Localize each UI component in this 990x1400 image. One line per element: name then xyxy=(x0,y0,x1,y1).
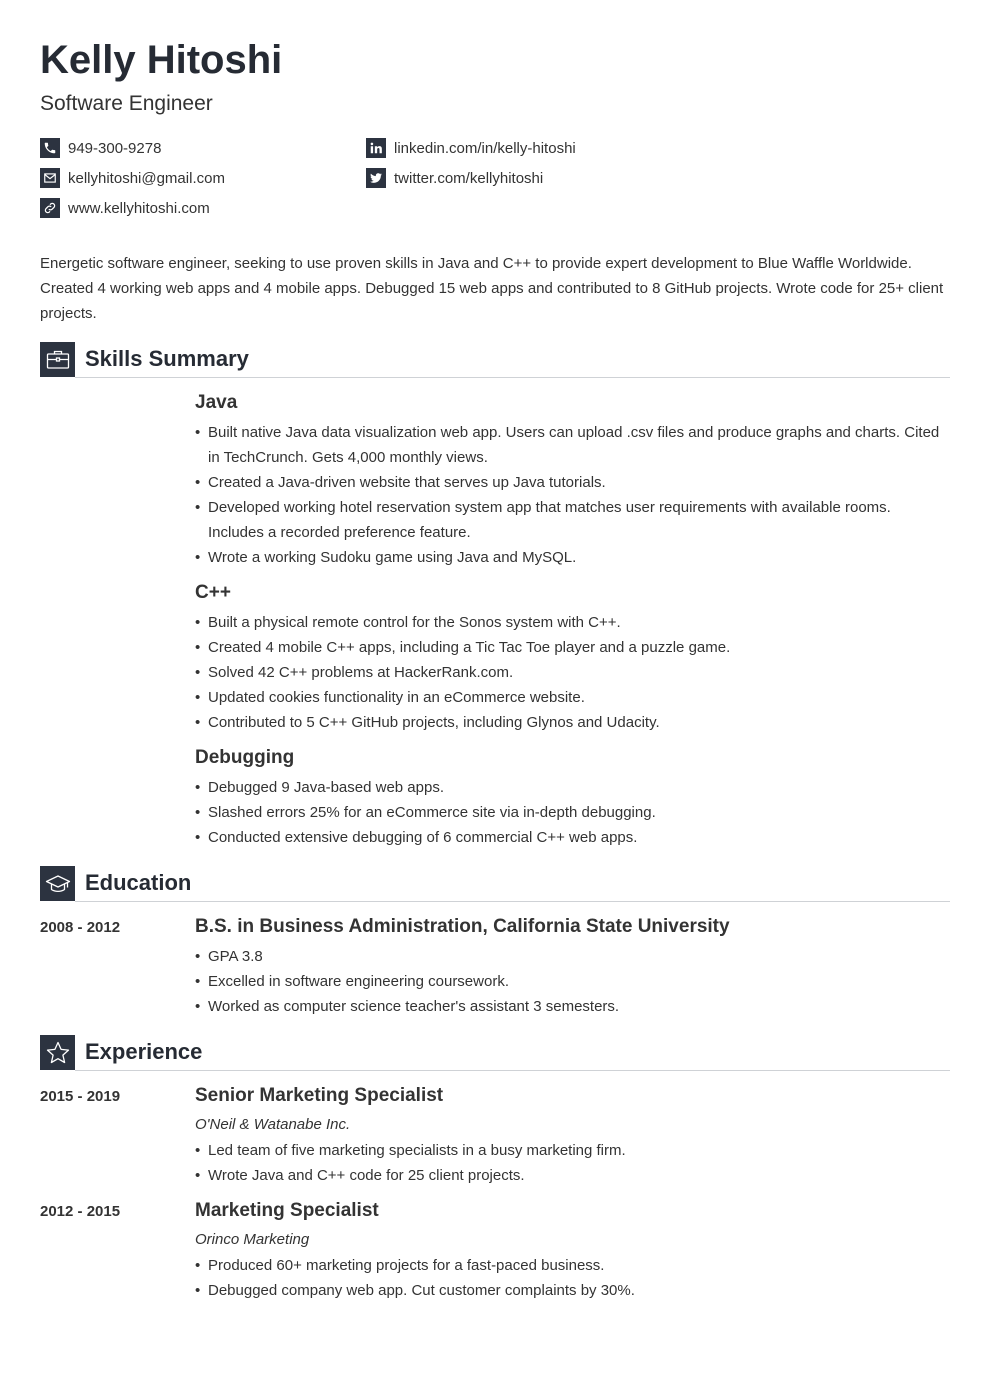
education-dates: 2008 - 2012 xyxy=(40,919,121,936)
link-icon xyxy=(40,198,60,218)
twitter-icon xyxy=(366,168,386,188)
list-item: • Wrote Java and C++ code for 25 client projects. xyxy=(195,1163,950,1188)
graduation-cap-icon xyxy=(40,866,75,901)
skill-bullet-list xyxy=(195,610,950,735)
contact-twitter xyxy=(366,167,543,189)
company-name: O'Neil & Watanabe Inc. xyxy=(195,1116,351,1133)
linkedin-icon xyxy=(366,138,386,158)
list-item: • Contributed to 5 C++ GitHub projects, including Glynos and Udacity. xyxy=(195,710,950,735)
section-divider xyxy=(75,901,950,902)
contact-linkedin xyxy=(366,137,576,159)
contact-website xyxy=(40,197,210,219)
list-item: • Debugged company web app. Cut customer complaints by 30%. xyxy=(195,1278,950,1303)
skills-heading: Skills Summary xyxy=(85,346,249,371)
list-item: • Slashed errors 25% for an eCommerce site via in-depth debugging. xyxy=(195,800,950,825)
experience-section-header xyxy=(40,1035,950,1071)
skill-bullet-list xyxy=(195,420,950,570)
list-item: • Solved 42 C++ problems at HackerRank.com. xyxy=(195,660,950,685)
list-item: • Produced 60+ marketing projects for a fast-paced business. xyxy=(195,1253,950,1278)
email-address[interactable]: kellyhitoshi@gmail.com xyxy=(68,169,225,187)
job-bullet-list xyxy=(195,1138,950,1188)
twitter-url[interactable]: twitter.com/kellyhitoshi xyxy=(394,169,544,187)
list-item: • Wrote a working Sudoku game using Java and MySQL. xyxy=(195,545,950,570)
contact-phone xyxy=(40,137,161,159)
list-item: • Built a physical remote control for the Sonos system with C++. xyxy=(195,610,950,635)
education-section-header xyxy=(40,866,950,902)
phone-icon xyxy=(40,138,60,158)
company-name: Orinco Marketing xyxy=(195,1231,310,1248)
skill-group-title: Java xyxy=(195,392,238,413)
list-item: • Worked as computer science teacher's assistant 3 semesters. xyxy=(195,994,950,1019)
job-bullet-list xyxy=(195,1253,950,1303)
list-item: • Led team of five marketing specialists in a busy marketing firm. xyxy=(195,1138,950,1163)
education-heading: Education xyxy=(85,870,192,895)
degree-title: B.S. in Business Administration, California State University xyxy=(195,916,730,937)
section-divider xyxy=(75,377,950,378)
skills-section-header xyxy=(40,342,950,378)
job-role: Marketing Specialist xyxy=(195,1200,379,1221)
education-bullet-list xyxy=(195,944,950,1019)
skill-bullet-list xyxy=(195,775,950,850)
list-item: • Updated cookies functionality in an eCommerce website. xyxy=(195,685,950,710)
phone-number[interactable]: 949-300-9278 xyxy=(68,139,162,157)
skill-group-title: Debugging xyxy=(195,747,295,768)
job-dates: 2015 - 2019 xyxy=(40,1088,121,1105)
skill-group-title: C++ xyxy=(195,582,231,603)
profile-summary: Energetic software engineer, seeking to use proven skills in Java and C++ to provide expert development to Blue Waffle Worldwide. Created 4 working web apps and 4 mobile apps. Debugged 15 web apps and contributed to 8 GitHub projects. Wrote code for 25+ client projects. xyxy=(40,255,944,322)
list-item: • Created a Java-driven website that serves up Java tutorials. xyxy=(195,470,950,495)
list-item: • Excelled in software engineering coursework. xyxy=(195,969,950,994)
list-item: • Built native Java data visualization web app. Users can upload .csv files and produce graphs and charts. Cited in TechCrunch. Gets 4,000 monthly views. xyxy=(195,420,950,470)
website-url[interactable]: www.kellyhitoshi.com xyxy=(68,199,210,217)
job-dates: 2012 - 2015 xyxy=(40,1203,121,1220)
candidate-name: Kelly Hitoshi xyxy=(40,38,283,82)
list-item: • Conducted extensive debugging of 6 commercial C++ web apps. xyxy=(195,825,950,850)
experience-heading: Experience xyxy=(85,1039,203,1064)
job-role: Senior Marketing Specialist xyxy=(195,1085,444,1106)
list-item: • Developed working hotel reservation system app that matches user requirements with available rooms. Includes a recorded preference feature. xyxy=(195,495,950,545)
contact-email xyxy=(40,167,225,189)
envelope-icon xyxy=(40,168,60,188)
list-item: • Debugged 9 Java-based web apps. xyxy=(195,775,950,800)
star-icon xyxy=(40,1035,75,1070)
job-title: Software Engineer xyxy=(40,92,213,115)
briefcase-icon xyxy=(40,342,75,377)
section-divider xyxy=(75,1070,950,1071)
list-item: • Created 4 mobile C++ apps, including a Tic Tac Toe player and a puzzle game. xyxy=(195,635,950,660)
linkedin-url[interactable]: linkedin.com/in/kelly-hitoshi xyxy=(394,139,576,157)
list-item: • GPA 3.8 xyxy=(195,944,950,969)
